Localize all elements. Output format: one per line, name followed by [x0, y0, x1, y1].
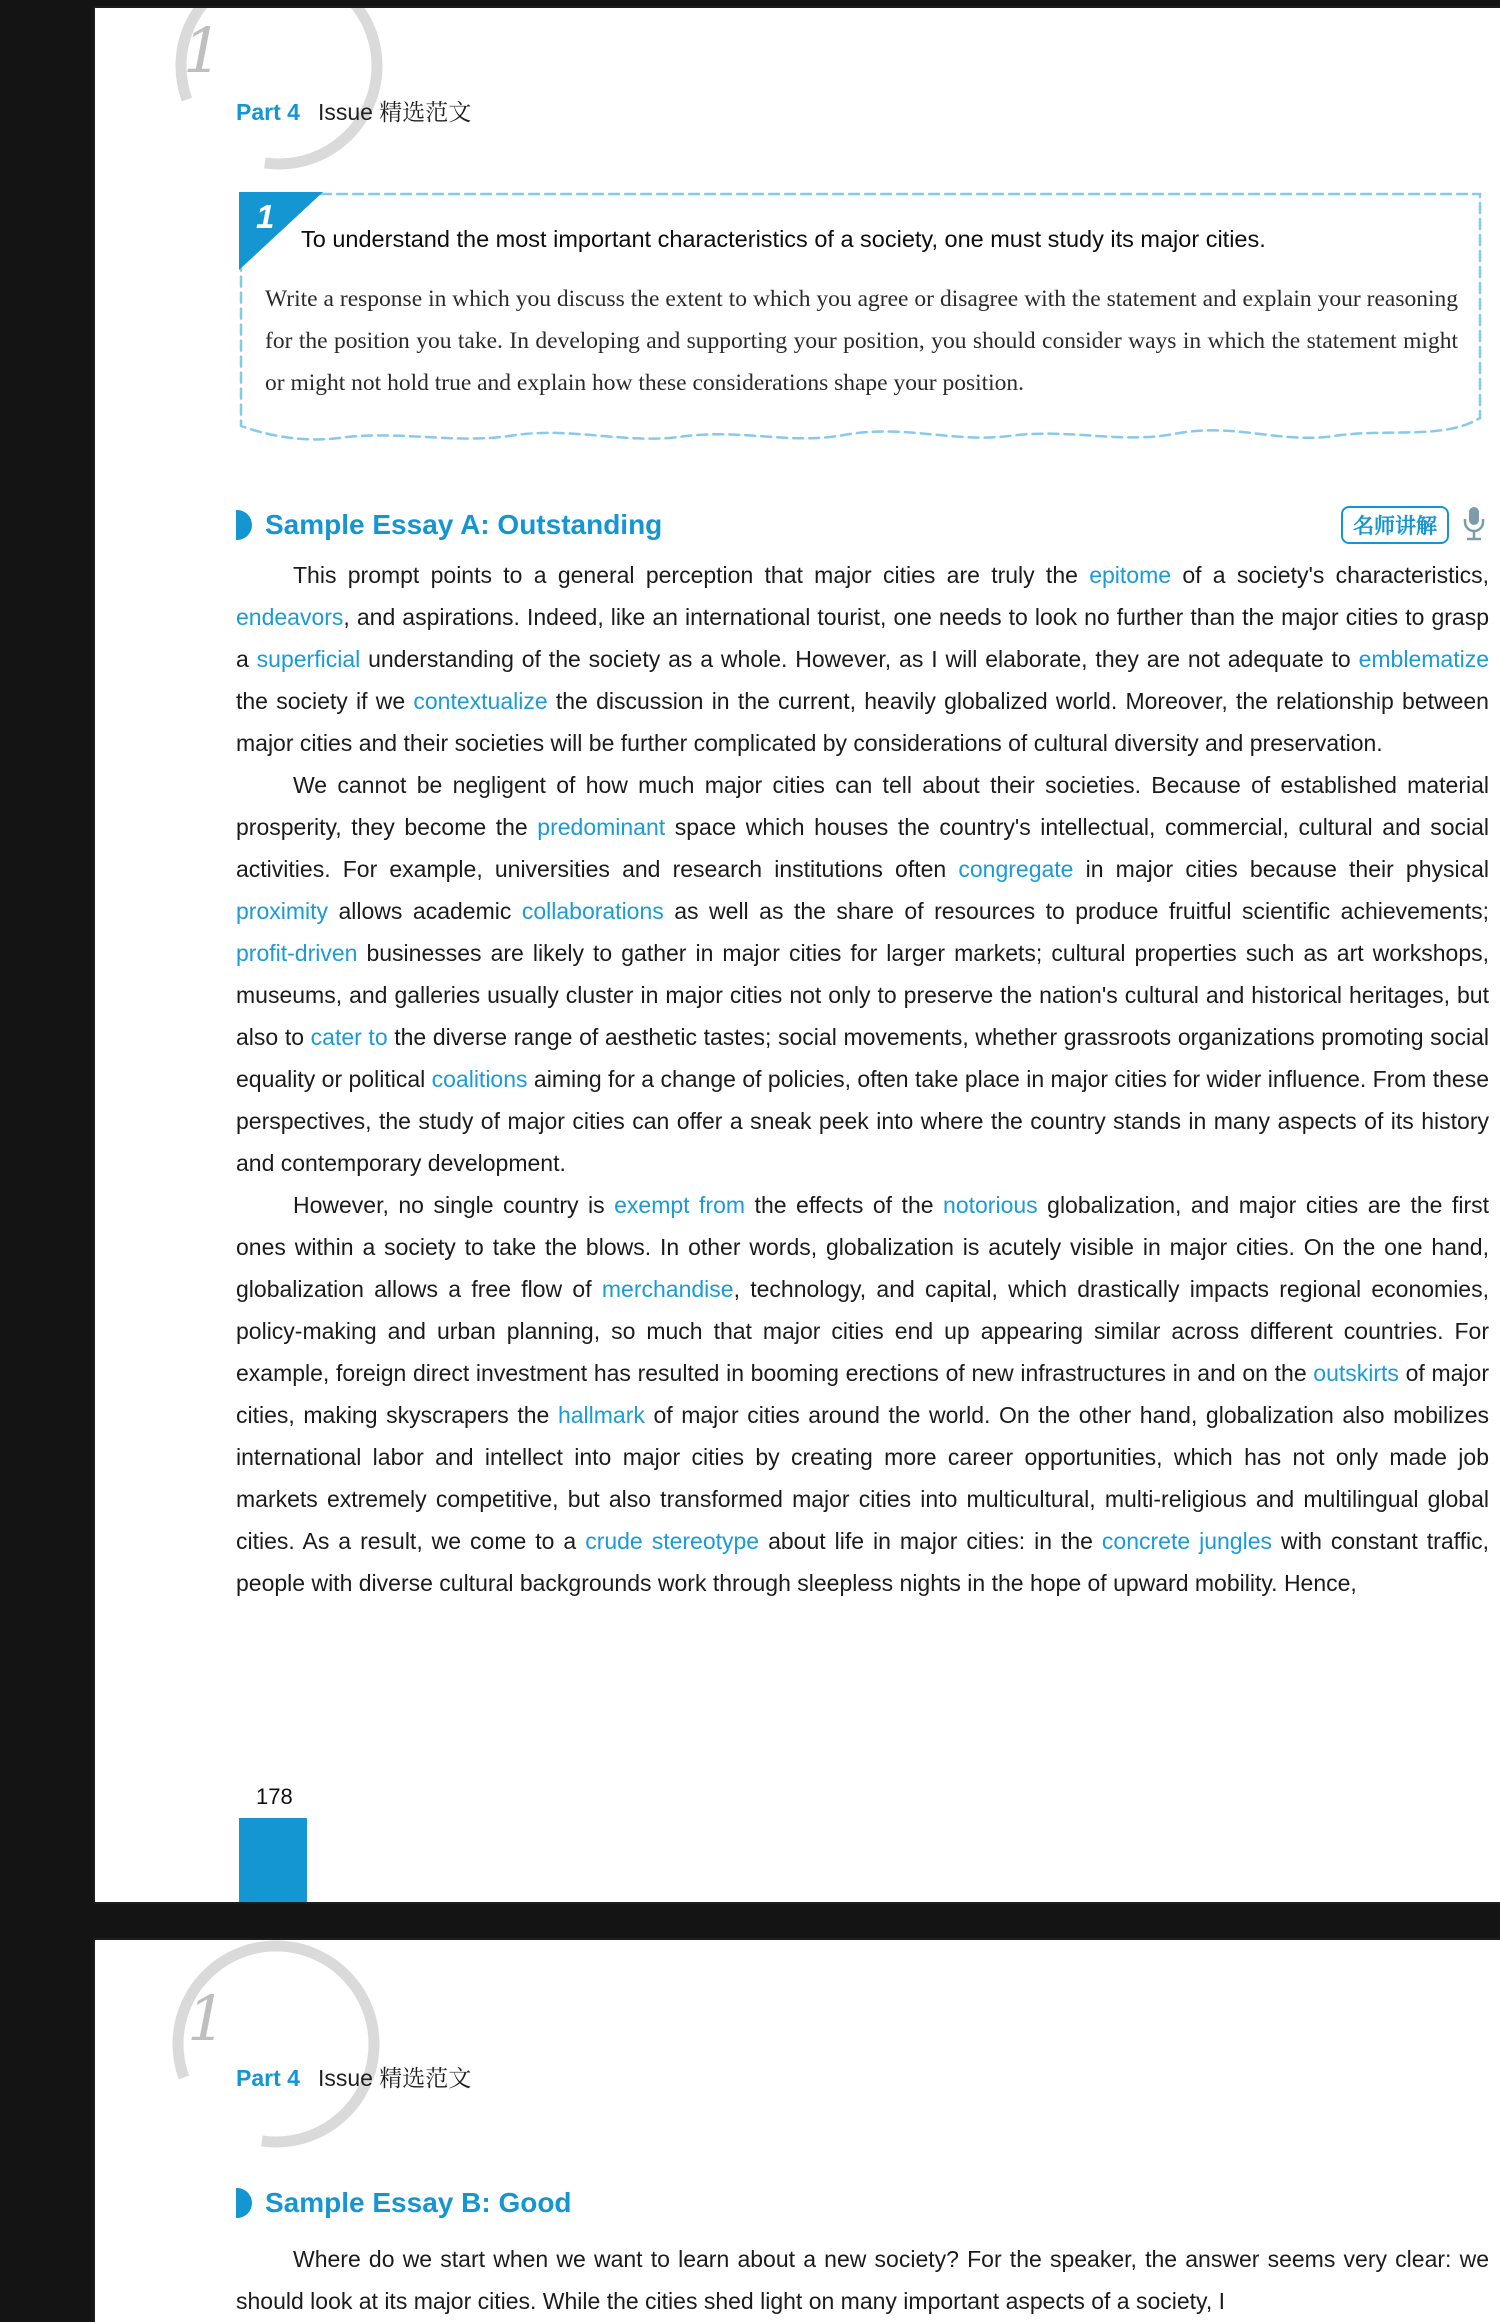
essay-text: with constant traffic, people with diverse cultural backgrounds work through sleepless nights in the hope of upward mobility. Hence,	[236, 1528, 1489, 1596]
vocab-highlight: epitome	[1089, 562, 1172, 588]
page-edge-tab	[239, 1818, 307, 1902]
essay-text: businesses are likely to gather in major cities for larger markets; cultural properties such as art workshops, museums, and galleries usually cluster in major cities not only to preserve the nation's cultural and historical heritages, but also to	[236, 940, 1489, 1050]
teacher-lecture-badge: 名师讲解	[1341, 506, 1449, 544]
essay-text: the effects of the	[745, 1192, 944, 1218]
microphone-icon	[1459, 505, 1489, 545]
essay-paragraph	[236, 554, 1489, 764]
essay-b-title: Sample Essay B: Good	[265, 2187, 572, 2218]
essay-text: space which houses the country's intellectual, commercial, cultural and social activities. For example, universities and research institutions often	[236, 814, 1490, 882]
essay-text: the society if we	[236, 688, 414, 714]
vocab-highlight: congregate	[958, 856, 1074, 882]
vocab-highlight: predominant	[537, 814, 666, 840]
essay-text: in major cities because their physical	[1073, 856, 1489, 882]
essay-text: of a society's characteristics,	[1171, 562, 1490, 588]
chapter-number: 1	[183, 14, 223, 87]
essay-text: , and aspirations. Indeed, like an international tourist, one needs to look no further than the major cities to grasp a	[236, 604, 1489, 672]
essay-text: the diverse range of aesthetic tastes; social movements, whether grassroots organizations promoting social equality or political	[236, 1024, 1489, 1092]
vocab-highlight: outskirts	[1313, 1360, 1399, 1386]
essay-text: as well as the share of resources to produce fruitful scientific achievements;	[663, 898, 1489, 924]
essay-paragraph	[236, 764, 1489, 1184]
essay-text: globalization, and major cities are the first ones within a society to take the blows. In other words, globalization is acutely visible in major cities. On the one hand, globalization allows a free flow of	[236, 1192, 1489, 1302]
essay-text: allows academic	[328, 898, 522, 924]
essay-text: aiming for a change of policies, often take place in major cities for wider influence. From these perspectives, the study of major cities can offer a sneak peek into where the country stands in many aspects of its history and contemporary development.	[236, 1066, 1489, 1176]
essay-b-heading-row	[236, 2184, 1489, 2222]
vocab-highlight: contextualize	[413, 688, 548, 714]
prompt-instructions: Write a response in which you discuss the extent to which you agree or disagree with the statement and explain your reasoning for the position you take. In developing and supporting your position, you should consider ways in which the statement might or might not hold true and explain how these considerations shape your position.	[265, 286, 1458, 396]
essay-paragraph	[236, 2238, 1489, 2322]
essay-text: However, no single country is	[293, 1192, 615, 1218]
prompt-box	[239, 192, 1482, 456]
essay-text: understanding of the society as a whole. However, as I will elaborate, they are not adequate to	[360, 646, 1359, 672]
vocab-highlight: coalitions	[431, 1066, 528, 1092]
essay-a-body	[236, 554, 1489, 1604]
part-label: Part 4	[236, 2065, 300, 2091]
part-header	[236, 94, 471, 127]
essay-text: of major cities, making skyscrapers the	[236, 1360, 1489, 1428]
vocab-highlight: exempt from	[614, 1192, 746, 1218]
vocab-highlight: hallmark	[557, 1402, 645, 1428]
chapter-number: 1	[187, 1982, 227, 2055]
vocab-highlight: profit-driven	[236, 940, 358, 966]
page-number: 178	[256, 1784, 293, 1809]
essay-text: of major cities around the world. On the other hand, globalization also mobilizes international labor and intellect into major cities by creating more career opportunities, which has not only made job markets extremely competitive, but also transformed major cities into multicultural, multi-religious and multilingual global cities. As a result, we come to a	[236, 1402, 1490, 1554]
vocab-highlight: cater to	[310, 1024, 388, 1050]
part-label: Part 4	[236, 99, 300, 125]
essay-text: Where do we start when we want to learn about a new society? For the speaker, the answer seems very clear: we should look at its major cities. While the cities shed light on many important aspects of a society, I	[236, 2246, 1489, 2314]
essay-paragraph	[236, 1184, 1489, 1604]
essay-text: We cannot be negligent of how much major cities can tell about their societies. Because of established material prosperity, they become the	[236, 772, 1489, 840]
bookmark-icon	[236, 2188, 252, 2218]
bookmark-icon	[236, 510, 252, 540]
book-page-2	[93, 1938, 1500, 2322]
vocab-highlight: endeavors	[236, 604, 344, 630]
essay-text: This prompt points to a general perception that major cities are truly the	[293, 562, 1090, 588]
vocab-highlight: collaborations	[521, 898, 664, 924]
vocab-highlight: emblematize	[1358, 646, 1489, 672]
essay-b-body	[236, 2238, 1489, 2322]
vocab-highlight: notorious	[943, 1192, 1038, 1218]
vocab-highlight: merchandise	[601, 1276, 734, 1302]
essay-text: the discussion in the current, heavily globalized world. Moreover, the relationship between major cities and their societies will be further complicated by considerations of cultural diversity and preservation.	[236, 688, 1489, 756]
vocab-highlight: proximity	[236, 898, 329, 924]
vocab-highlight: superficial	[256, 646, 361, 672]
essay-a-heading-row	[236, 506, 1489, 544]
essay-text: , technology, and capital, which drastically impacts regional economies, policy-making and urban planning, so much that major cities end up appearing similar across different countries. For example, foreign direct investment has resulted in booming erections of new infrastructures in and on the	[236, 1276, 1489, 1386]
book-page-1	[93, 6, 1500, 1904]
essay-a-title: Sample Essay A: Outstanding	[265, 509, 663, 540]
vocab-highlight: crude stereotype	[585, 1528, 760, 1554]
part-title: Issue 精选范文	[317, 2065, 472, 2091]
vocab-highlight: concrete jungles	[1101, 1528, 1272, 1554]
part-title: Issue 精选范文	[317, 99, 472, 125]
prompt-statement: To understand the most important characteristics of a society, one must study its major cities.	[301, 226, 1266, 252]
essay-text: about life in major cities: in the	[759, 1528, 1102, 1554]
part-header	[236, 2060, 471, 2093]
prompt-number: 1	[256, 198, 275, 235]
